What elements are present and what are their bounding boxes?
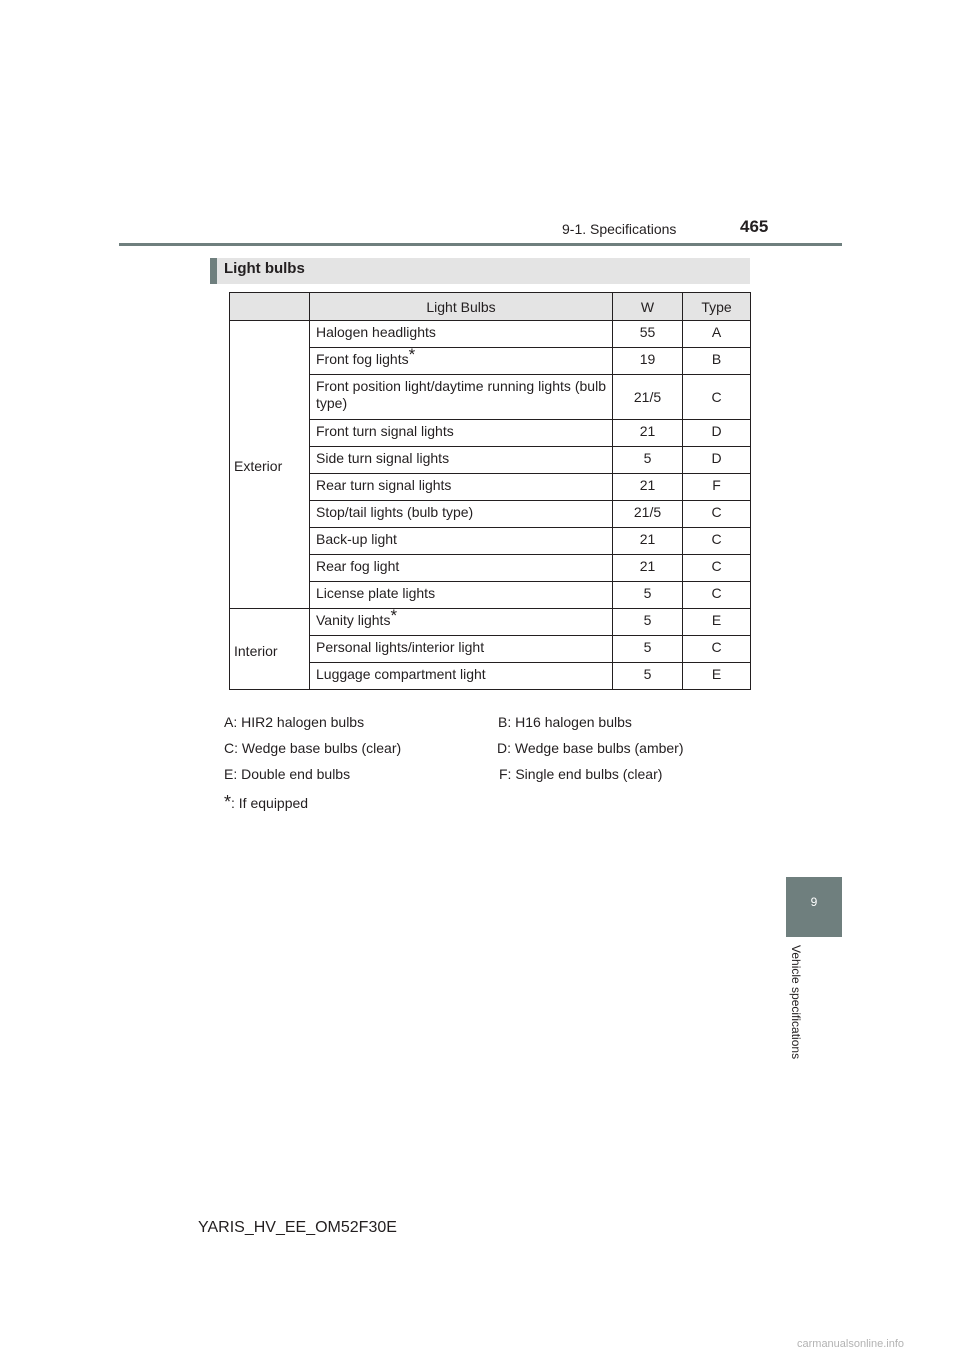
wattage-cell: 21 (613, 420, 683, 447)
bulb-name: Front turn signal lights (316, 423, 454, 439)
column-header: Light Bulbs (310, 293, 613, 321)
bulb-name: Vanity lights (316, 612, 391, 628)
bulb-type-cell: A (683, 321, 751, 348)
bulb-name: Rear fog light (316, 558, 400, 574)
bulb-name: Back-up light (316, 531, 397, 547)
if-equipped-marker: * (408, 345, 416, 365)
table-row (230, 609, 751, 636)
bulb-type-cell: E (683, 663, 751, 690)
wattage-cell: 21/5 (613, 375, 683, 420)
bulb-name-cell (310, 663, 613, 690)
section-title: Light bulbs (224, 260, 305, 277)
bulb-name: Stop/tail lights (bulb type) (316, 504, 474, 520)
bulb-type-cell: C (683, 636, 751, 663)
bulb-name-cell (310, 501, 613, 528)
legend-item: F: Single end bulbs (clear) (499, 766, 663, 782)
bulb-type-cell: D (683, 447, 751, 474)
legend-item: C: Wedge base bulbs (clear) (224, 740, 402, 756)
chapter-tab: 9 (786, 877, 842, 937)
bulb-type-cell: C (683, 375, 751, 420)
bulb-name: Rear turn signal lights (316, 477, 452, 493)
bulb-type-cell: C (683, 501, 751, 528)
bulb-name: Personal lights/interior light (316, 639, 485, 655)
wattage-cell: 5 (613, 582, 683, 609)
table-header-row (230, 293, 751, 321)
bulb-name: Front fog lights (316, 351, 409, 367)
footnote-text: : If equipped (231, 795, 309, 811)
if-equipped-marker: * (390, 606, 398, 626)
table-body (230, 321, 751, 690)
bulb-name: Front position light/daytime running lights (bulb type) (316, 378, 606, 411)
bulb-type-cell: C (683, 528, 751, 555)
wattage-cell: 19 (613, 348, 683, 375)
bulb-name-cell (310, 528, 613, 555)
legend-item: B: H16 halogen bulbs (498, 714, 632, 730)
section-heading: 9-1. Specifications (562, 221, 677, 237)
bulb-type-cell: C (683, 555, 751, 582)
group-cell: Exterior (230, 321, 310, 609)
bulb-name: License plate lights (316, 585, 436, 601)
bulb-name-cell (310, 582, 613, 609)
bulb-type-cell: B (683, 348, 751, 375)
light-bulbs-table (229, 292, 751, 690)
legend-item: D: Wedge base bulbs (amber) (497, 740, 684, 756)
wattage-cell: 5 (613, 663, 683, 690)
page-number: 465 (740, 217, 769, 236)
bulb-name: Luggage compartment light (316, 666, 486, 682)
section-title-accent (210, 258, 217, 284)
bulb-name-cell (310, 345, 613, 375)
bulb-type-cell: E (683, 609, 751, 636)
footnote-star: * (224, 792, 232, 812)
bulb-name-cell (310, 555, 613, 582)
document-code: YARIS_HV_EE_OM52F30E (198, 1219, 397, 1236)
column-header: Type (683, 293, 751, 321)
wattage-cell: 55 (613, 321, 683, 348)
bulb-name-cell (310, 375, 613, 420)
wattage-cell: 21 (613, 474, 683, 501)
column-header (230, 293, 310, 321)
watermark: carmanualsonline.info (797, 1338, 905, 1350)
bulb-name: Halogen headlights (316, 324, 436, 340)
bulb-name-cell (310, 606, 613, 636)
wattage-cell: 5 (613, 447, 683, 474)
chapter-label: Vehicle specifications (789, 945, 803, 1060)
footnote (224, 792, 308, 813)
bulb-name-cell (310, 636, 613, 663)
bulb-name-cell (310, 420, 613, 447)
wattage-cell: 21/5 (613, 501, 683, 528)
bulb-type-cell: D (683, 420, 751, 447)
legend-item: E: Double end bulbs (224, 766, 351, 782)
group-cell: Interior (230, 609, 310, 690)
table-row (230, 321, 751, 348)
bulb-name: Side turn signal lights (316, 450, 450, 466)
legend-item: A: HIR2 halogen bulbs (224, 714, 365, 730)
wattage-cell: 5 (613, 636, 683, 663)
bulb-name-cell (310, 447, 613, 474)
wattage-cell: 5 (613, 609, 683, 636)
bulb-type-cell: C (683, 582, 751, 609)
bulb-name-cell (310, 321, 613, 348)
wattage-cell: 21 (613, 528, 683, 555)
bulb-name-cell (310, 474, 613, 501)
bulb-type-cell: F (683, 474, 751, 501)
wattage-cell: 21 (613, 555, 683, 582)
column-header: W (613, 293, 683, 321)
header-divider (119, 243, 842, 246)
section-title-bar (210, 258, 750, 284)
